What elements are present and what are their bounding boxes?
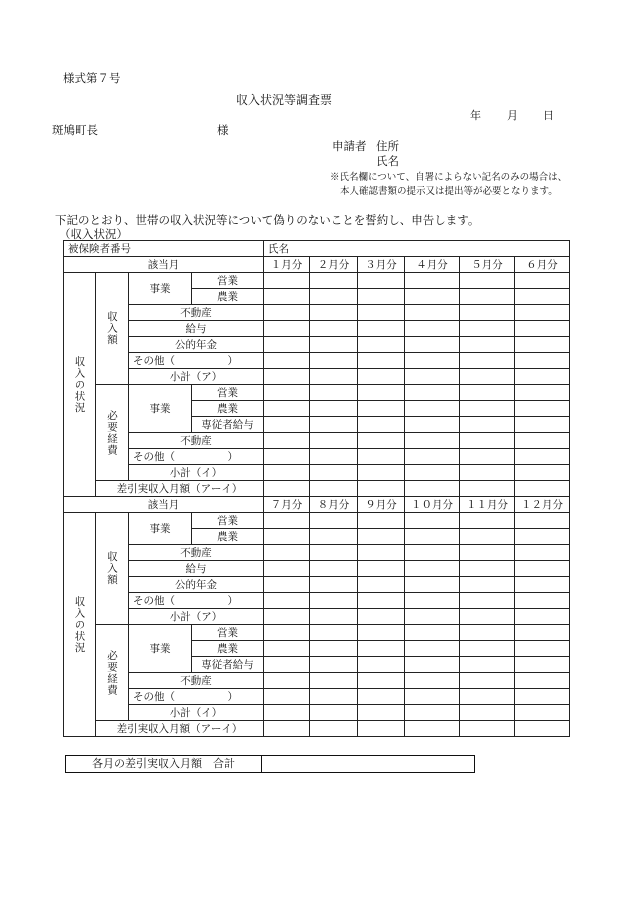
- month-cell[interactable]: [264, 465, 310, 481]
- date-year: 年: [470, 109, 481, 122]
- month-cell[interactable]: [310, 369, 358, 385]
- name-label: 氏名: [264, 241, 570, 257]
- month-header: ５月分: [460, 257, 515, 273]
- net-income-label: 差引実収入月額（アーイ）: [96, 481, 264, 497]
- month-cell[interactable]: [515, 609, 570, 625]
- month-cell[interactable]: [264, 337, 310, 353]
- table-row: [64, 305, 570, 321]
- expense-label: 必要経費: [96, 385, 129, 481]
- month-cell[interactable]: [358, 513, 405, 529]
- month-cell[interactable]: [310, 321, 358, 337]
- month-cell[interactable]: [405, 641, 460, 657]
- month-cell[interactable]: [405, 593, 460, 609]
- table-row: [64, 609, 570, 625]
- month-cell[interactable]: [358, 641, 405, 657]
- other-label: その他（ ）: [129, 353, 264, 369]
- month-cell[interactable]: [310, 609, 358, 625]
- month-cell[interactable]: [310, 657, 358, 673]
- month-cell[interactable]: [460, 417, 515, 433]
- month-cell[interactable]: [358, 417, 405, 433]
- month-cell[interactable]: [310, 481, 358, 497]
- period-label: 該当月: [64, 257, 264, 273]
- month-header: ７月分: [264, 497, 310, 513]
- month-cell[interactable]: [358, 321, 405, 337]
- subtotal-a-label: 小計（ア）: [129, 369, 264, 385]
- table-row: [64, 353, 570, 369]
- month-cell[interactable]: [460, 385, 515, 401]
- month-cell[interactable]: [358, 401, 405, 417]
- month-cell[interactable]: [310, 577, 358, 593]
- month-cell[interactable]: [358, 673, 405, 689]
- month-cell[interactable]: [405, 625, 460, 641]
- month-header: ６月分: [515, 257, 570, 273]
- month-cell[interactable]: [358, 369, 405, 385]
- month-cell[interactable]: [264, 369, 310, 385]
- realestate-label: 不動産: [129, 305, 264, 321]
- month-cell[interactable]: [515, 273, 570, 289]
- realestate-label: 不動産: [129, 545, 264, 561]
- month-cell[interactable]: [405, 337, 460, 353]
- month-cell[interactable]: [264, 385, 310, 401]
- month-cell[interactable]: [310, 673, 358, 689]
- business-label: 事業: [129, 273, 192, 305]
- month-cell[interactable]: [310, 593, 358, 609]
- month-cell[interactable]: [405, 289, 460, 305]
- month-cell[interactable]: [515, 641, 570, 657]
- month-cell[interactable]: [405, 545, 460, 561]
- month-cell[interactable]: [310, 417, 358, 433]
- form-title: 収入状況等調査票: [236, 93, 333, 107]
- month-cell[interactable]: [264, 657, 310, 673]
- applicant-address-label: 住所: [376, 139, 399, 153]
- month-cell[interactable]: [460, 545, 515, 561]
- salary-label: 給与: [129, 561, 264, 577]
- month-header: ２月分: [310, 257, 358, 273]
- addressee: 斑鳩町長: [52, 123, 98, 137]
- month-cell[interactable]: [515, 369, 570, 385]
- month-cell[interactable]: [515, 513, 570, 529]
- month-cell[interactable]: [310, 353, 358, 369]
- month-cell[interactable]: [405, 305, 460, 321]
- pension-label: 公的年金: [129, 577, 264, 593]
- month-cell[interactable]: [405, 321, 460, 337]
- table-row: [64, 625, 570, 641]
- agri-label: 農業: [192, 641, 264, 657]
- table-row: [64, 577, 570, 593]
- month-cell[interactable]: [264, 273, 310, 289]
- month-cell[interactable]: [358, 657, 405, 673]
- month-cell[interactable]: [405, 385, 460, 401]
- agri-label: 農業: [192, 529, 264, 545]
- month-cell[interactable]: [310, 705, 358, 721]
- period-label: 該当月: [64, 497, 264, 513]
- sales-label: 営業: [192, 273, 264, 289]
- salary-label: 給与: [129, 321, 264, 337]
- table-row: [64, 337, 570, 353]
- month-cell[interactable]: [264, 593, 310, 609]
- declaration-text: 下記のとおり、世帯の収入状況等について偽りのないことを誓約し、申告します。: [55, 213, 480, 227]
- pension-label: 公的年金: [129, 337, 264, 353]
- month-cell[interactable]: [264, 401, 310, 417]
- month-cell[interactable]: [405, 273, 460, 289]
- month-cell[interactable]: [310, 561, 358, 577]
- month-cell[interactable]: [358, 593, 405, 609]
- income-status-table: [63, 240, 570, 737]
- month-cell[interactable]: [515, 289, 570, 305]
- sales-label: 営業: [192, 385, 264, 401]
- month-cell[interactable]: [310, 289, 358, 305]
- month-cell[interactable]: [460, 289, 515, 305]
- month-cell[interactable]: [358, 609, 405, 625]
- month-cell[interactable]: [358, 273, 405, 289]
- month-cell[interactable]: [515, 577, 570, 593]
- subtotal-a-label: 小計（ア）: [129, 609, 264, 625]
- month-cell[interactable]: [264, 353, 310, 369]
- month-cell[interactable]: [264, 721, 310, 737]
- month-cell[interactable]: [358, 689, 405, 705]
- month-cell[interactable]: [460, 673, 515, 689]
- other-label: その他（ ）: [129, 449, 264, 465]
- month-cell[interactable]: [460, 657, 515, 673]
- month-cell[interactable]: [515, 321, 570, 337]
- month-cell[interactable]: [460, 705, 515, 721]
- month-cell[interactable]: [310, 465, 358, 481]
- month-cell[interactable]: [264, 481, 310, 497]
- table-row: [64, 321, 570, 337]
- month-cell[interactable]: [515, 673, 570, 689]
- month-cell[interactable]: [460, 305, 515, 321]
- month-cell[interactable]: [264, 689, 310, 705]
- month-cell[interactable]: [310, 689, 358, 705]
- month-cell[interactable]: [310, 721, 358, 737]
- month-cell[interactable]: [460, 369, 515, 385]
- family-salary-label: 専従者給与: [192, 417, 264, 433]
- table-row: [64, 545, 570, 561]
- month-cell[interactable]: [515, 305, 570, 321]
- month-cell[interactable]: [515, 417, 570, 433]
- total-label: 各月の差引実収入月額 合計: [66, 756, 262, 773]
- month-cell[interactable]: [264, 625, 310, 641]
- month-cell[interactable]: [515, 481, 570, 497]
- agri-label: 農業: [192, 401, 264, 417]
- month-cell[interactable]: [310, 337, 358, 353]
- month-cell[interactable]: [460, 625, 515, 641]
- month-cell[interactable]: [405, 433, 460, 449]
- month-cell[interactable]: [310, 305, 358, 321]
- month-cell[interactable]: [460, 529, 515, 545]
- table-row: [64, 241, 570, 257]
- month-cell[interactable]: [515, 721, 570, 737]
- month-cell[interactable]: [460, 561, 515, 577]
- month-cell[interactable]: [264, 417, 310, 433]
- month-cell[interactable]: [264, 449, 310, 465]
- month-cell[interactable]: [405, 369, 460, 385]
- month-cell[interactable]: [515, 657, 570, 673]
- month-cell[interactable]: [460, 465, 515, 481]
- month-cell[interactable]: [264, 305, 310, 321]
- month-cell[interactable]: [460, 337, 515, 353]
- month-cell[interactable]: [405, 721, 460, 737]
- month-cell[interactable]: [515, 625, 570, 641]
- month-cell[interactable]: [358, 449, 405, 465]
- expense-label: 必要経費: [96, 625, 129, 721]
- insured-number-label: 被保険者番号: [64, 241, 264, 257]
- month-cell[interactable]: [358, 705, 405, 721]
- month-cell[interactable]: [358, 561, 405, 577]
- realestate-label: 不動産: [129, 673, 264, 689]
- table-row: [64, 465, 570, 481]
- month-cell[interactable]: [310, 401, 358, 417]
- month-cell[interactable]: [405, 609, 460, 625]
- month-cell[interactable]: [264, 705, 310, 721]
- month-cell[interactable]: [460, 689, 515, 705]
- month-cell[interactable]: [405, 689, 460, 705]
- month-cell[interactable]: [405, 705, 460, 721]
- net-income-label: 差引実収入月額（アーイ）: [96, 721, 264, 737]
- month-cell[interactable]: [358, 721, 405, 737]
- applicant-name-label: 氏名: [376, 154, 399, 168]
- realestate-label: 不動産: [129, 433, 264, 449]
- signature-note-1: ※氏名欄について、自署によらない記名のみの場合は、: [330, 172, 568, 183]
- month-cell[interactable]: [405, 449, 460, 465]
- table-row: [64, 481, 570, 497]
- month-cell[interactable]: [358, 577, 405, 593]
- month-cell[interactable]: [460, 513, 515, 529]
- table-row: [64, 593, 570, 609]
- business-label: 事業: [129, 513, 192, 545]
- family-salary-label: 専従者給与: [192, 657, 264, 673]
- month-cell[interactable]: [405, 417, 460, 433]
- month-cell[interactable]: [310, 641, 358, 657]
- sales-label: 営業: [192, 513, 264, 529]
- month-cell[interactable]: [515, 449, 570, 465]
- month-cell[interactable]: [515, 401, 570, 417]
- month-cell[interactable]: [515, 545, 570, 561]
- month-cell[interactable]: [515, 385, 570, 401]
- table-row: [64, 689, 570, 705]
- month-cell[interactable]: [358, 529, 405, 545]
- table-row: [64, 721, 570, 737]
- month-cell[interactable]: [310, 433, 358, 449]
- form-number: 様式第７号: [63, 71, 121, 85]
- month-cell[interactable]: [358, 353, 405, 369]
- month-header: ９月分: [358, 497, 405, 513]
- month-cell[interactable]: [460, 273, 515, 289]
- month-cell[interactable]: [405, 353, 460, 369]
- income-status-label: 収入の状況: [64, 273, 96, 497]
- month-cell[interactable]: [264, 561, 310, 577]
- month-cell[interactable]: [405, 401, 460, 417]
- business-label: 事業: [129, 385, 192, 433]
- table-row: [64, 705, 570, 721]
- table-row: [64, 561, 570, 577]
- month-cell[interactable]: [405, 657, 460, 673]
- month-cell[interactable]: [358, 481, 405, 497]
- month-cell[interactable]: [264, 433, 310, 449]
- other-label: その他（ ）: [129, 593, 264, 609]
- month-cell[interactable]: [460, 577, 515, 593]
- subtotal-i-label: 小計（イ）: [129, 465, 264, 481]
- month-cell[interactable]: [405, 465, 460, 481]
- section-label: （収入状況）: [59, 227, 128, 241]
- table-row: [64, 497, 570, 513]
- month-cell[interactable]: [264, 289, 310, 305]
- agri-label: 農業: [192, 289, 264, 305]
- month-cell[interactable]: [515, 561, 570, 577]
- month-cell[interactable]: [515, 337, 570, 353]
- month-header: ４月分: [405, 257, 460, 273]
- month-cell[interactable]: [310, 273, 358, 289]
- month-cell[interactable]: [310, 545, 358, 561]
- month-cell[interactable]: [264, 609, 310, 625]
- month-cell[interactable]: [310, 529, 358, 545]
- month-header: １０月分: [405, 497, 460, 513]
- month-cell[interactable]: [515, 433, 570, 449]
- table-row: [64, 257, 570, 273]
- table-row: [64, 433, 570, 449]
- month-cell[interactable]: [460, 593, 515, 609]
- month-cell[interactable]: [405, 673, 460, 689]
- applicant-label: 申請者: [332, 139, 367, 153]
- month-cell[interactable]: [264, 577, 310, 593]
- table-row: [64, 513, 570, 529]
- month-cell[interactable]: [264, 321, 310, 337]
- month-cell[interactable]: [460, 401, 515, 417]
- month-cell[interactable]: [358, 625, 405, 641]
- month-cell[interactable]: [264, 545, 310, 561]
- month-cell[interactable]: [460, 321, 515, 337]
- month-cell[interactable]: [460, 641, 515, 657]
- month-cell[interactable]: [460, 721, 515, 737]
- month-cell[interactable]: [515, 465, 570, 481]
- month-cell[interactable]: [310, 513, 358, 529]
- month-cell[interactable]: [358, 465, 405, 481]
- income-amount-label: 収入額: [96, 273, 129, 385]
- month-cell[interactable]: [515, 529, 570, 545]
- sales-label: 営業: [192, 625, 264, 641]
- month-cell[interactable]: [264, 513, 310, 529]
- month-cell[interactable]: [358, 337, 405, 353]
- month-cell[interactable]: [310, 449, 358, 465]
- month-header: ８月分: [310, 497, 358, 513]
- table-row: [64, 673, 570, 689]
- total-table: [65, 755, 475, 773]
- month-cell[interactable]: [358, 305, 405, 321]
- month-header: ３月分: [358, 257, 405, 273]
- table-row: [64, 369, 570, 385]
- month-header: １２月分: [515, 497, 570, 513]
- other-label: その他（ ）: [129, 689, 264, 705]
- month-cell[interactable]: [358, 545, 405, 561]
- month-cell[interactable]: [460, 353, 515, 369]
- subtotal-i-label: 小計（イ）: [129, 705, 264, 721]
- table-row: [64, 273, 570, 289]
- month-cell[interactable]: [405, 529, 460, 545]
- month-cell[interactable]: [515, 353, 570, 369]
- table-row: [64, 449, 570, 465]
- date-month: 月: [507, 109, 518, 122]
- month-cell[interactable]: [264, 673, 310, 689]
- month-cell[interactable]: [515, 593, 570, 609]
- month-header: １１月分: [460, 497, 515, 513]
- month-cell[interactable]: [460, 609, 515, 625]
- month-header: １月分: [264, 257, 310, 273]
- month-cell[interactable]: [405, 577, 460, 593]
- month-cell[interactable]: [515, 705, 570, 721]
- month-cell[interactable]: [358, 385, 405, 401]
- income-amount-label: 収入額: [96, 513, 129, 625]
- month-cell[interactable]: [264, 529, 310, 545]
- month-cell[interactable]: [358, 289, 405, 305]
- business-label: 事業: [129, 625, 192, 673]
- month-cell[interactable]: [310, 625, 358, 641]
- total-value-field[interactable]: [262, 756, 475, 773]
- income-status-label: 収入の状況: [64, 513, 96, 737]
- month-cell[interactable]: [460, 481, 515, 497]
- month-cell[interactable]: [515, 689, 570, 705]
- month-cell[interactable]: [405, 513, 460, 529]
- month-cell[interactable]: [405, 481, 460, 497]
- month-cell[interactable]: [310, 385, 358, 401]
- month-cell[interactable]: [460, 433, 515, 449]
- month-cell[interactable]: [358, 433, 405, 449]
- table-row: [64, 385, 570, 401]
- date-day: 日: [543, 109, 554, 122]
- honorific: 様: [217, 123, 229, 137]
- signature-note-2: 本人確認書類の提示又は提出等が必要となります。: [340, 186, 558, 197]
- month-cell[interactable]: [405, 561, 460, 577]
- month-cell[interactable]: [460, 449, 515, 465]
- month-cell[interactable]: [264, 641, 310, 657]
